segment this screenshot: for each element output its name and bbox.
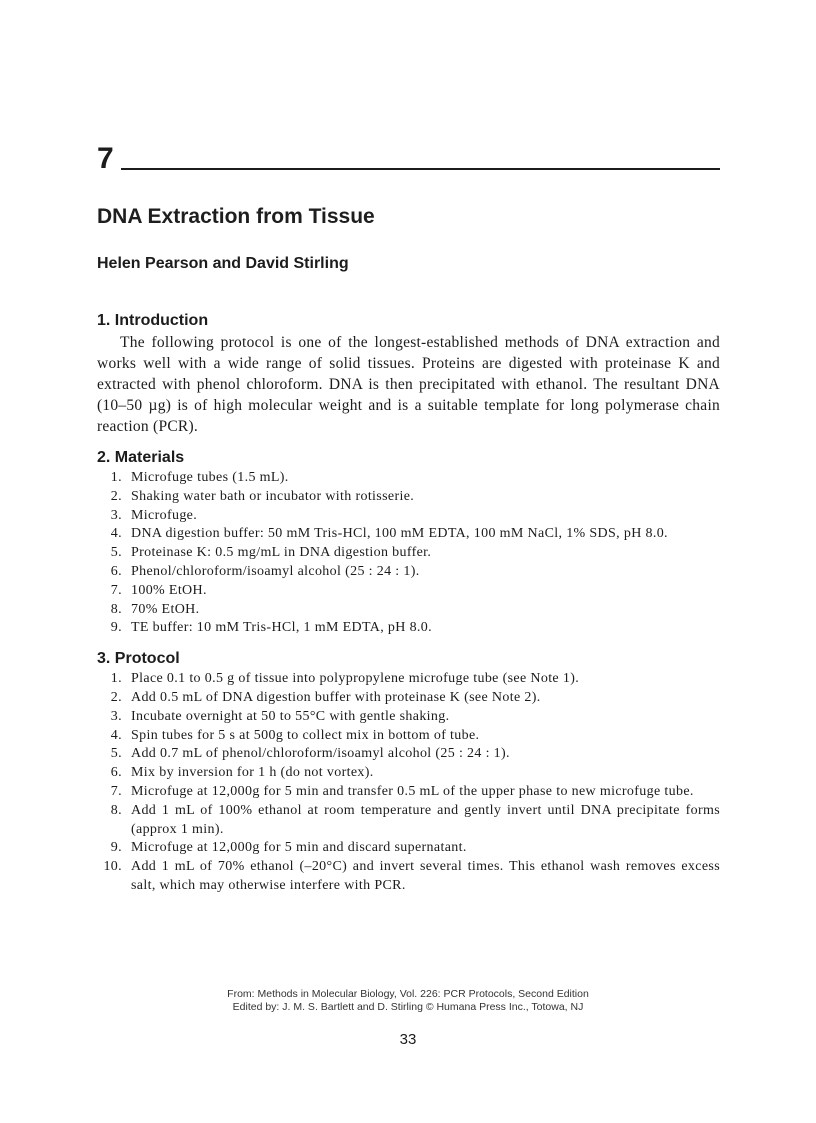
material-item	[97, 601, 720, 620]
protocol-step-item-text: Add 0.7 mL of phenol/chloroform/isoamyl alcohol (25 : 24 : 1).	[131, 746, 510, 762]
material-item	[97, 563, 720, 582]
protocol-step-item-text: Microfuge at 12,000g for 5 min and discard supernatant.	[131, 840, 467, 856]
material-item-number: 5.	[110, 545, 122, 561]
introduction-text: The following protocol is one of the longest-established methods of DNA extraction and works well with a wide range of solid tissues. Proteins are digested with proteinase K and extracted with phenol chloroform. DNA is then precipitated with ethanol. The resultant DNA (10–50 µg) is of high molecular weight and is a suitable template for long polymerase chain reaction (PCR).	[97, 334, 720, 435]
introduction-heading: 1. Introduction	[97, 312, 209, 329]
protocol-step-item-number: 3.	[110, 708, 122, 724]
material-item	[97, 488, 720, 507]
protocol-step-item-number: 10.	[103, 859, 122, 875]
material-item-number: 1.	[110, 470, 122, 485]
material-item-text: Proteinase K: 0.5 mg/mL in DNA digestion buffer.	[131, 545, 432, 561]
material-item-number: 8.	[110, 601, 122, 617]
chapter-rule	[121, 168, 720, 170]
material-item	[97, 582, 720, 601]
material-item-number: 6.	[110, 563, 122, 579]
page-number: 33	[399, 1031, 417, 1048]
protocol-step-item	[97, 689, 720, 708]
protocol-step-item	[97, 802, 720, 840]
protocol-step-item-number: 1.	[110, 671, 122, 687]
protocol-step-item	[97, 764, 720, 783]
material-item	[97, 507, 720, 526]
material-item-text: 100% EtOH.	[131, 582, 207, 598]
protocol-list	[97, 670, 720, 896]
protocol-step-item-number: 9.	[110, 840, 122, 856]
chapter-title: DNA Extraction from Tissue	[97, 205, 375, 228]
protocol-step-item-number: 2.	[110, 689, 122, 705]
chapter-authors: Helen Pearson and David Stirling	[97, 255, 349, 272]
protocol-step-item	[97, 727, 720, 746]
material-item-number: 2.	[110, 488, 122, 504]
protocol-heading: 3. Protocol	[97, 650, 180, 668]
protocol-step-item-text: Mix by inversion for 1 h (do not vortex).	[131, 765, 374, 781]
chapter-number: 7	[97, 142, 114, 175]
material-item-text: Phenol/chloroform/isoamyl alcohol (25 : 24 : 1).	[131, 563, 420, 579]
protocol-step-item	[97, 708, 720, 727]
source-line: From: Methods in Molecular Biology, Vol. 226: PCR Protocols, Second Edition	[227, 988, 589, 1000]
protocol-step-item-text: Add 1 mL of 100% ethanol at room temperature and gently invert until DNA precipitate forms (approx 1 min).	[131, 802, 720, 837]
protocol-step-item-text: Incubate overnight at 50 to 55°C with gentle shaking.	[131, 708, 450, 724]
protocol-step-item-number: 4.	[110, 727, 122, 743]
chapter-header	[97, 142, 720, 178]
protocol-step-item-number: 5.	[110, 746, 122, 762]
material-item	[97, 619, 720, 638]
material-item-text: Microfuge.	[131, 507, 198, 523]
material-item-text: 70% EtOH.	[131, 601, 200, 617]
protocol-step-item-number: 7.	[110, 783, 122, 799]
material-item-number: 3.	[110, 507, 122, 523]
protocol-step-item-number: 6.	[110, 765, 122, 781]
protocol-step-item	[97, 783, 720, 802]
protocol-step-item	[97, 670, 720, 689]
material-item-number: 9.	[110, 620, 122, 636]
protocol-step-item	[97, 858, 720, 896]
protocol-step-item-text: Spin tubes for 5 s at 500g to collect mix in bottom of tube.	[131, 727, 480, 743]
source-footnote	[0, 988, 816, 1014]
material-item	[97, 525, 720, 544]
material-item-number: 4.	[110, 526, 122, 542]
material-item	[97, 469, 720, 488]
protocol-step-item	[97, 839, 720, 858]
materials-list	[97, 469, 720, 638]
material-item-text: Microfuge tubes (1.5 mL).	[131, 470, 289, 485]
materials-heading: 2. Materials	[97, 449, 185, 466]
protocol-step-item-text: Place 0.1 to 0.5 g of tissue into polypropylene microfuge tube (see Note 1).	[131, 671, 580, 687]
protocol-step-item-number: 8.	[110, 802, 122, 818]
material-item-text: Shaking water bath or incubator with rotisserie.	[131, 488, 415, 504]
protocol-step-item-text: Microfuge at 12,000g for 5 min and transfer 0.5 mL of the upper phase to new microfuge tube.	[131, 783, 694, 799]
material-item-number: 7.	[110, 582, 122, 598]
material-item-text: TE buffer: 10 mM Tris-HCl, 1 mM EDTA, pH 8.0.	[131, 620, 432, 636]
material-item	[97, 544, 720, 563]
material-item-text: DNA digestion buffer: 50 mM Tris-HCl, 100 mM EDTA, 100 mM NaCl, 1% SDS, pH 8.0.	[131, 526, 668, 542]
editor-line: Edited by: J. M. S. Bartlett and D. Stirling © Humana Press Inc., Totowa, NJ	[232, 1001, 584, 1013]
protocol-step-item-text: Add 0.5 mL of DNA digestion buffer with proteinase K (see Note 2).	[131, 689, 541, 705]
protocol-step-item	[97, 745, 720, 764]
chapter-body	[97, 310, 720, 906]
protocol-step-item-text: Add 1 mL of 70% ethanol (–20°C) and invert several times. This ethanol wash removes excess salt, which may otherwise interfere with PCR.	[131, 859, 720, 893]
